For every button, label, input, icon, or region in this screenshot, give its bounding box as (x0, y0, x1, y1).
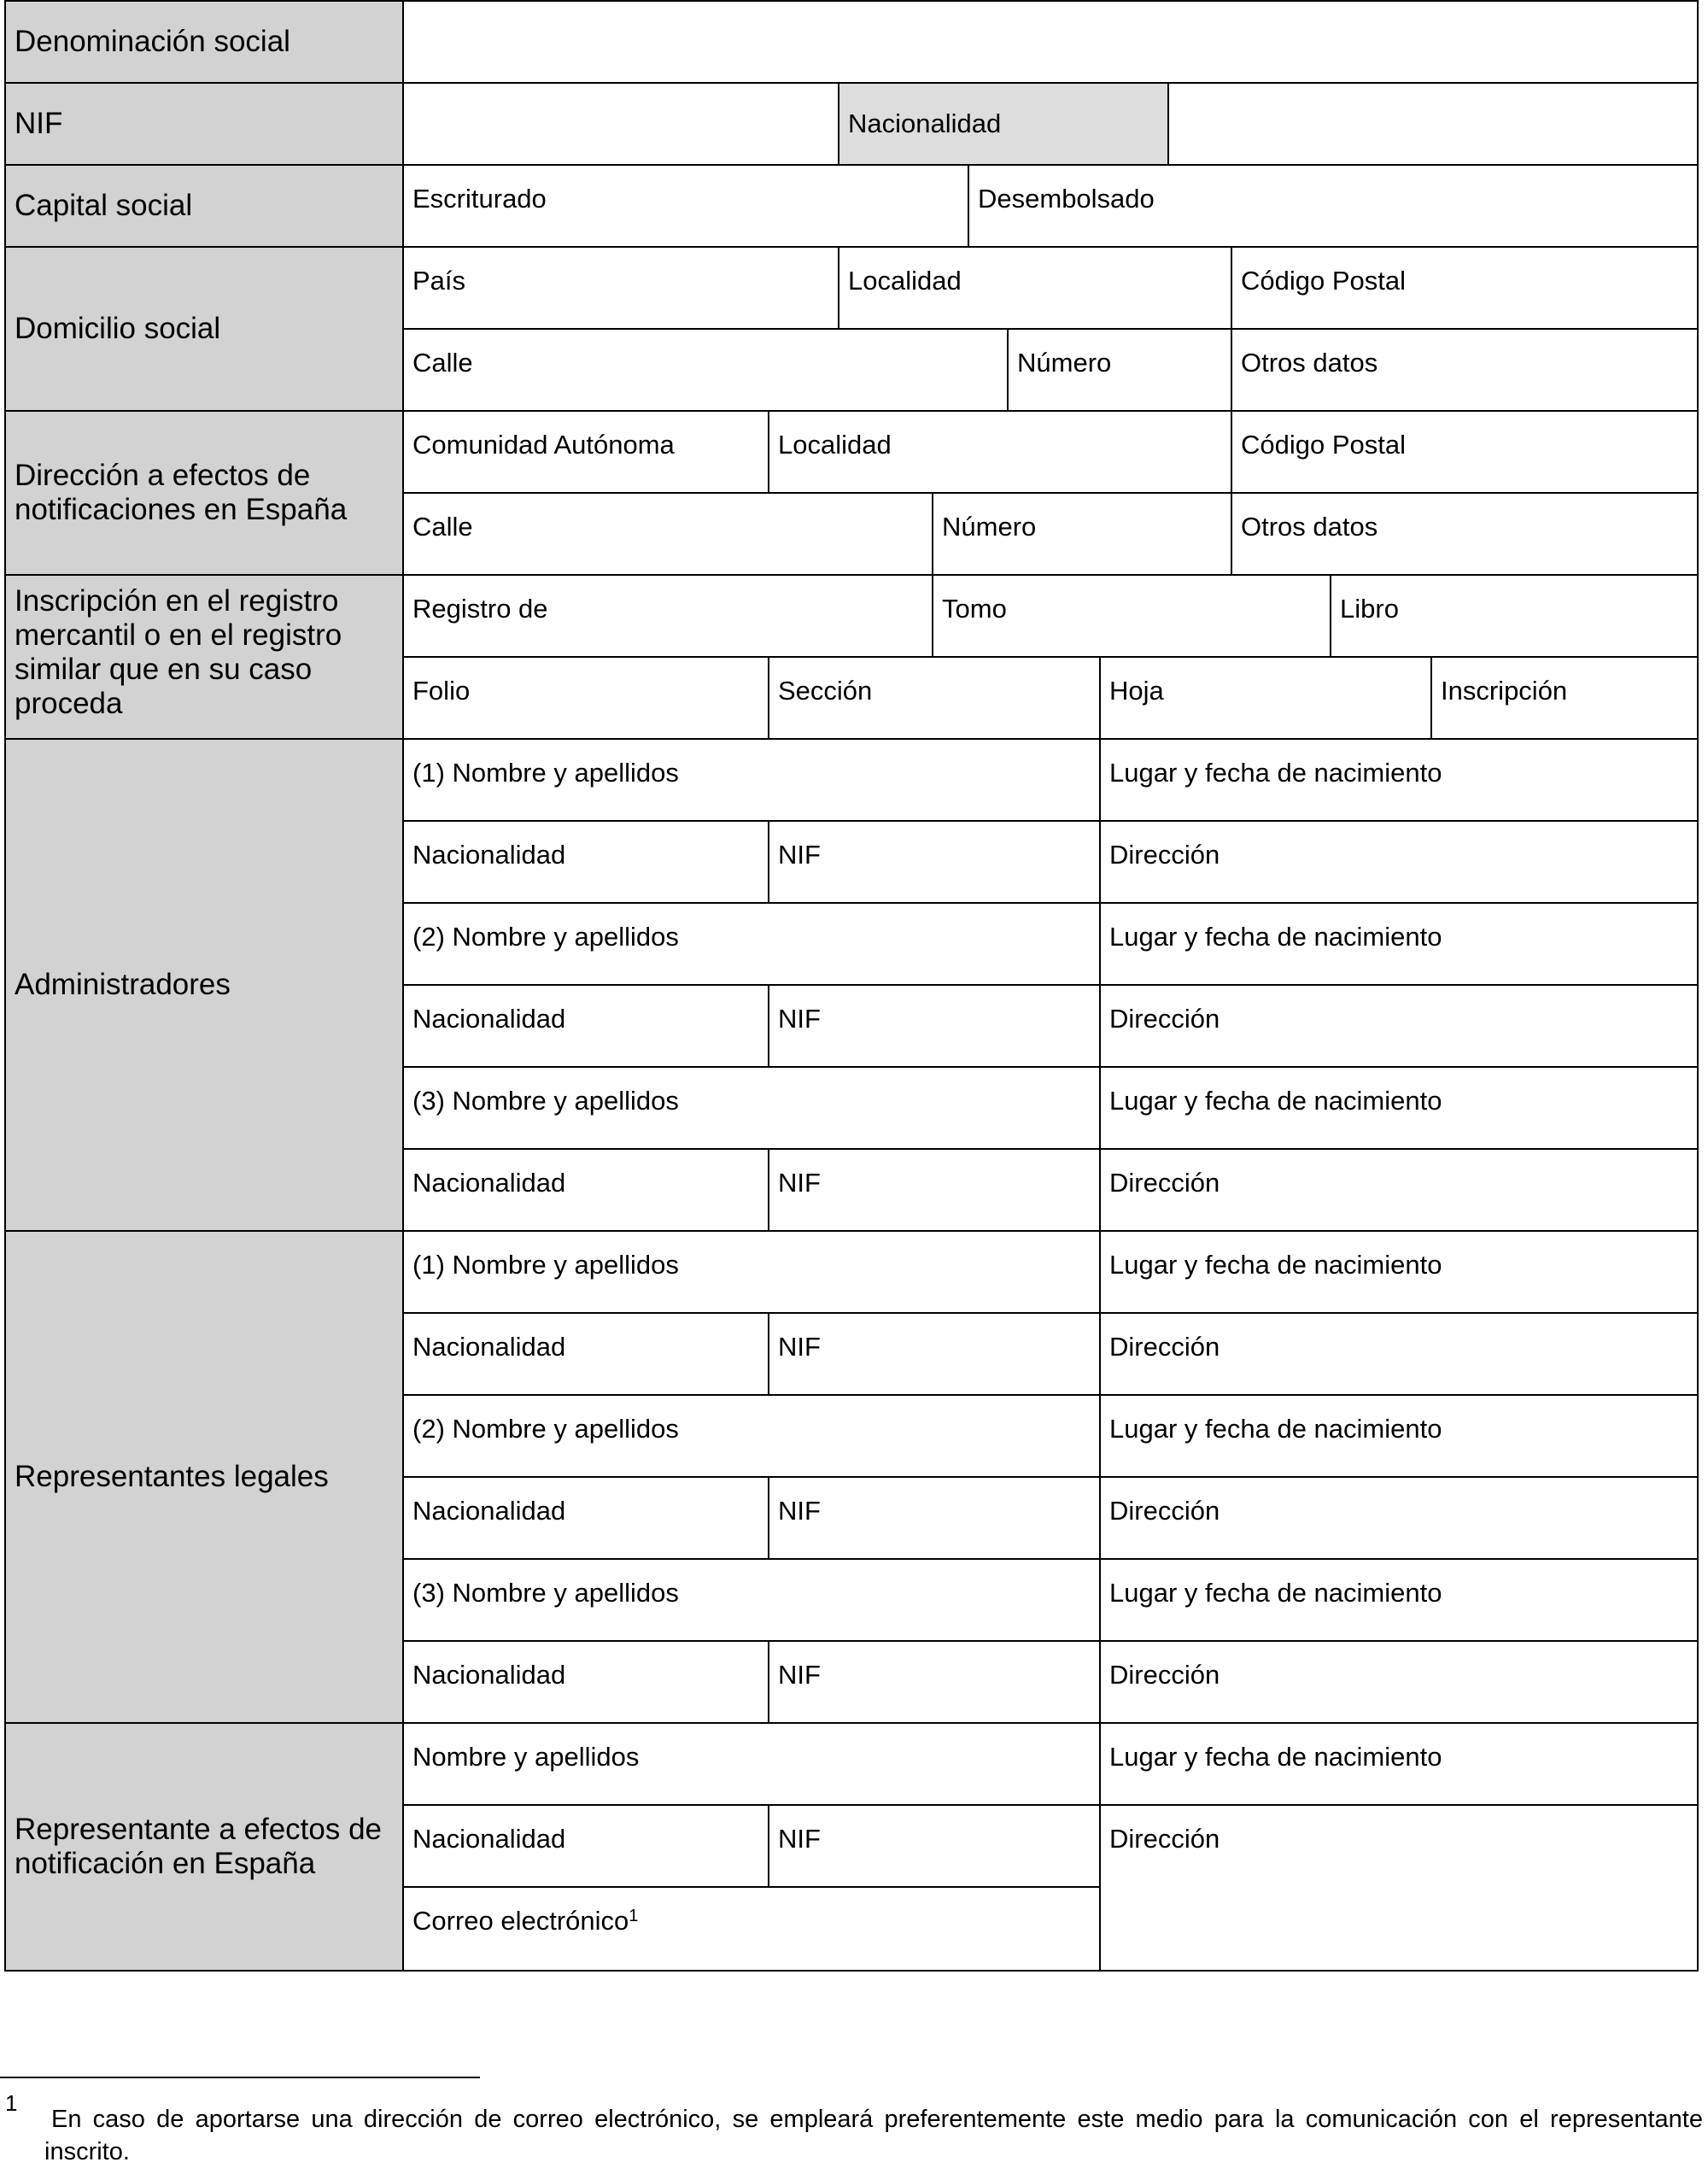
company-registration-form (4, 0, 1699, 1972)
folio-label: Folio (412, 676, 471, 706)
notif-correo-field[interactable] (402, 1886, 1101, 1972)
nif-label-cell (4, 82, 404, 166)
rep-2-nacionalidad-field[interactable] (402, 1476, 769, 1560)
rep-3-nif-label: NIF (778, 1660, 821, 1690)
domicilio-otros-field[interactable] (1231, 328, 1699, 412)
notif-nombre-label: Nombre y apellidos (412, 1742, 640, 1772)
libro-field[interactable] (1330, 574, 1699, 658)
rep-3-nif-field[interactable] (768, 1640, 1101, 1724)
rep-3-direccion-label: Dirección (1109, 1660, 1220, 1690)
direccion-otros-label: Otros datos (1241, 512, 1378, 542)
desembolsado-label: Desembolsado (978, 184, 1155, 214)
admin-1-direccion-field[interactable] (1099, 820, 1699, 904)
direccion-cp-label: Código Postal (1241, 430, 1407, 460)
libro-label: Libro (1340, 594, 1399, 624)
inscripcion-num-field[interactable] (1430, 656, 1699, 740)
domicilio-pais-label: País (412, 266, 466, 296)
rep-3-nacionalidad-label: Nacionalidad (412, 1660, 566, 1690)
escriturado-label: Escriturado (412, 184, 547, 214)
domicilio-otros-label: Otros datos (1241, 348, 1378, 378)
admin-2-lugar-field[interactable] (1099, 902, 1699, 986)
rep-2-lugar-label: Lugar y fecha de nacimiento (1109, 1414, 1442, 1444)
folio-field[interactable] (402, 656, 769, 740)
rep-3-lugar-field[interactable] (1099, 1558, 1699, 1642)
admin-1-nif-label: NIF (778, 840, 821, 870)
rep-1-nombre-field[interactable] (402, 1230, 1101, 1314)
rep-2-nif-label: NIF (778, 1496, 821, 1526)
direccion-ca-field[interactable] (402, 410, 769, 494)
registro-field[interactable] (402, 574, 933, 658)
hoja-field[interactable] (1099, 656, 1432, 740)
notificacion-label-cell (4, 1722, 404, 1972)
domicilio-numero-field[interactable] (1007, 328, 1232, 412)
admin-3-lugar-label: Lugar y fecha de nacimiento (1109, 1086, 1442, 1116)
rep-1-nombre-label: (1) Nombre y apellidos (412, 1250, 679, 1280)
admin-3-direccion-field[interactable] (1099, 1148, 1699, 1232)
nacionalidad-label-cell (838, 82, 1169, 166)
domicilio-calle-label: Calle (412, 348, 473, 378)
registro-label: Registro de (412, 594, 548, 624)
notif-lugar-field[interactable] (1099, 1722, 1699, 1806)
notif-direccion-field[interactable] (1099, 1804, 1699, 1972)
notif-nif-label: NIF (778, 1824, 821, 1854)
denominacion-label: Denominación social (15, 25, 290, 58)
admin-3-nombre-field[interactable] (402, 1066, 1101, 1150)
tomo-label: Tomo (942, 594, 1007, 624)
domicilio-calle-field[interactable] (402, 328, 1009, 412)
admin-2-nacionalidad-label: Nacionalidad (412, 1004, 566, 1034)
rep-2-direccion-label: Dirección (1109, 1496, 1220, 1526)
admin-1-nacionalidad-field[interactable] (402, 820, 769, 904)
desembolsado-field[interactable] (968, 164, 1699, 248)
notif-correo-label (412, 1905, 638, 1937)
admin-2-lugar-label: Lugar y fecha de nacimiento (1109, 922, 1442, 952)
rep-1-nacionalidad-label: Nacionalidad (412, 1332, 566, 1362)
capital-label: Capital social (15, 189, 193, 222)
hoja-label: Hoja (1109, 676, 1164, 706)
rep-1-nif-field[interactable] (768, 1312, 1101, 1396)
rep-2-nombre-field[interactable] (402, 1394, 1101, 1478)
admin-1-nombre-field[interactable] (402, 738, 1101, 822)
admin-1-nombre-label: (1) Nombre y apellidos (412, 758, 679, 788)
rep-1-lugar-label: Lugar y fecha de nacimiento (1109, 1250, 1442, 1280)
rep-2-nif-field[interactable] (768, 1476, 1101, 1560)
admin-1-direccion-label: Dirección (1109, 840, 1220, 870)
admin-2-direccion-label: Dirección (1109, 1004, 1220, 1034)
direccion-numero-label: Número (942, 512, 1037, 542)
rep-3-nombre-field[interactable] (402, 1558, 1101, 1642)
rep-2-lugar-field[interactable] (1099, 1394, 1699, 1478)
admin-3-nacionalidad-label: Nacionalidad (412, 1168, 566, 1198)
domicilio-localidad-field[interactable] (838, 246, 1232, 330)
footnote-separator (0, 2077, 480, 2078)
direccion-localidad-label: Localidad (778, 430, 892, 460)
footnote-ref[interactable]: 1 (629, 1907, 639, 1925)
domicilio-localidad-label: Localidad (848, 266, 962, 296)
direccion-label-cell (4, 410, 404, 576)
inscripcion-num-label: Inscripción (1441, 676, 1568, 706)
notif-nacionalidad-field[interactable] (402, 1804, 769, 1888)
admin-3-direccion-label: Dirección (1109, 1168, 1220, 1198)
administradores-label-cell (4, 738, 404, 1232)
admin-1-lugar-label: Lugar y fecha de nacimiento (1109, 758, 1442, 788)
representantes-label-cell (4, 1230, 404, 1724)
inscripcion-label-cell (4, 574, 404, 740)
rep-3-direccion-field[interactable] (1099, 1640, 1699, 1724)
notificacion-label: Representante a efectos de notificación en España (15, 1813, 383, 1880)
domicilio-cp-field[interactable] (1231, 246, 1699, 330)
admin-3-lugar-field[interactable] (1099, 1066, 1699, 1150)
notif-nombre-field[interactable] (402, 1722, 1101, 1806)
domicilio-label-cell (4, 246, 404, 412)
footnote-text: En caso de aportarse una dirección de correo electrónico, se empleará preferentemente este medio para la comunicación con el representante inscrito. (44, 2106, 1703, 2165)
admin-3-nif-label: NIF (778, 1168, 821, 1198)
denominacion-field[interactable] (402, 0, 1699, 84)
notif-correo-text: Correo electrónico (412, 1906, 629, 1936)
footnote-number: 1 (5, 2090, 18, 2116)
admin-3-nif-field[interactable] (768, 1148, 1101, 1232)
seccion-field[interactable] (768, 656, 1101, 740)
admin-2-nif-label: NIF (778, 1004, 821, 1034)
nacionalidad-label: Nacionalidad (848, 108, 1002, 138)
rep-1-lugar-field[interactable] (1099, 1230, 1699, 1314)
admin-2-nif-field[interactable] (768, 984, 1101, 1068)
nif-label: NIF (15, 107, 63, 140)
direccion-label: Dirección a efectos de notificaciones en España (15, 459, 348, 526)
rep-3-nombre-label: (3) Nombre y apellidos (412, 1578, 679, 1608)
admin-1-lugar-field[interactable] (1099, 738, 1699, 822)
rep-2-nombre-label: (2) Nombre y apellidos (412, 1414, 679, 1444)
seccion-label: Sección (778, 676, 873, 706)
admin-2-nombre-field[interactable] (402, 902, 1101, 986)
denominacion-label-cell (4, 0, 404, 84)
domicilio-numero-label: Número (1017, 348, 1112, 378)
rep-3-lugar-label: Lugar y fecha de nacimiento (1109, 1578, 1442, 1608)
direccion-cp-field[interactable] (1231, 410, 1699, 494)
direccion-otros-field[interactable] (1231, 492, 1699, 576)
inscripcion-label: Inscripción en el registro mercantil o en el registro similar que en su caso proceda (15, 584, 342, 720)
direccion-localidad-field[interactable] (768, 410, 1232, 494)
notif-lugar-label: Lugar y fecha de nacimiento (1109, 1742, 1442, 1772)
notif-nif-field[interactable] (768, 1804, 1101, 1888)
rep-2-nacionalidad-label: Nacionalidad (412, 1496, 566, 1526)
admin-1-nif-field[interactable] (768, 820, 1101, 904)
rep-1-nif-label: NIF (778, 1332, 821, 1362)
admin-2-nacionalidad-field[interactable] (402, 984, 769, 1068)
direccion-numero-field[interactable] (932, 492, 1232, 576)
rep-1-nacionalidad-field[interactable] (402, 1312, 769, 1396)
direccion-calle-label: Calle (412, 512, 473, 542)
rep-2-direccion-field[interactable] (1099, 1476, 1699, 1560)
direccion-ca-label: Comunidad Autónoma (412, 430, 675, 460)
admin-2-nombre-label: (2) Nombre y apellidos (412, 922, 679, 952)
notif-nacionalidad-label: Nacionalidad (412, 1824, 566, 1854)
direccion-calle-field[interactable] (402, 492, 933, 576)
domicilio-pais-field[interactable] (402, 246, 839, 330)
notif-direccion-label: Dirección (1109, 1824, 1220, 1854)
admin-2-direccion-field[interactable] (1099, 984, 1699, 1068)
rep-3-nacionalidad-field[interactable] (402, 1640, 769, 1724)
rep-1-direccion-field[interactable] (1099, 1312, 1699, 1396)
nif-field[interactable] (402, 82, 839, 166)
tomo-field[interactable] (932, 574, 1331, 658)
rep-1-direccion-label: Dirección (1109, 1332, 1220, 1362)
domicilio-cp-label: Código Postal (1241, 266, 1407, 296)
nacionalidad-field[interactable] (1167, 82, 1699, 166)
admin-3-nacionalidad-field[interactable] (402, 1148, 769, 1232)
admin-1-nacionalidad-label: Nacionalidad (412, 840, 566, 870)
administradores-label: Administradores (15, 968, 231, 1001)
domicilio-label: Domicilio social (15, 312, 221, 345)
representantes-label: Representantes legales (15, 1460, 329, 1493)
admin-3-nombre-label: (3) Nombre y apellidos (412, 1086, 679, 1116)
escriturado-field[interactable] (402, 164, 969, 248)
capital-label-cell (4, 164, 404, 248)
